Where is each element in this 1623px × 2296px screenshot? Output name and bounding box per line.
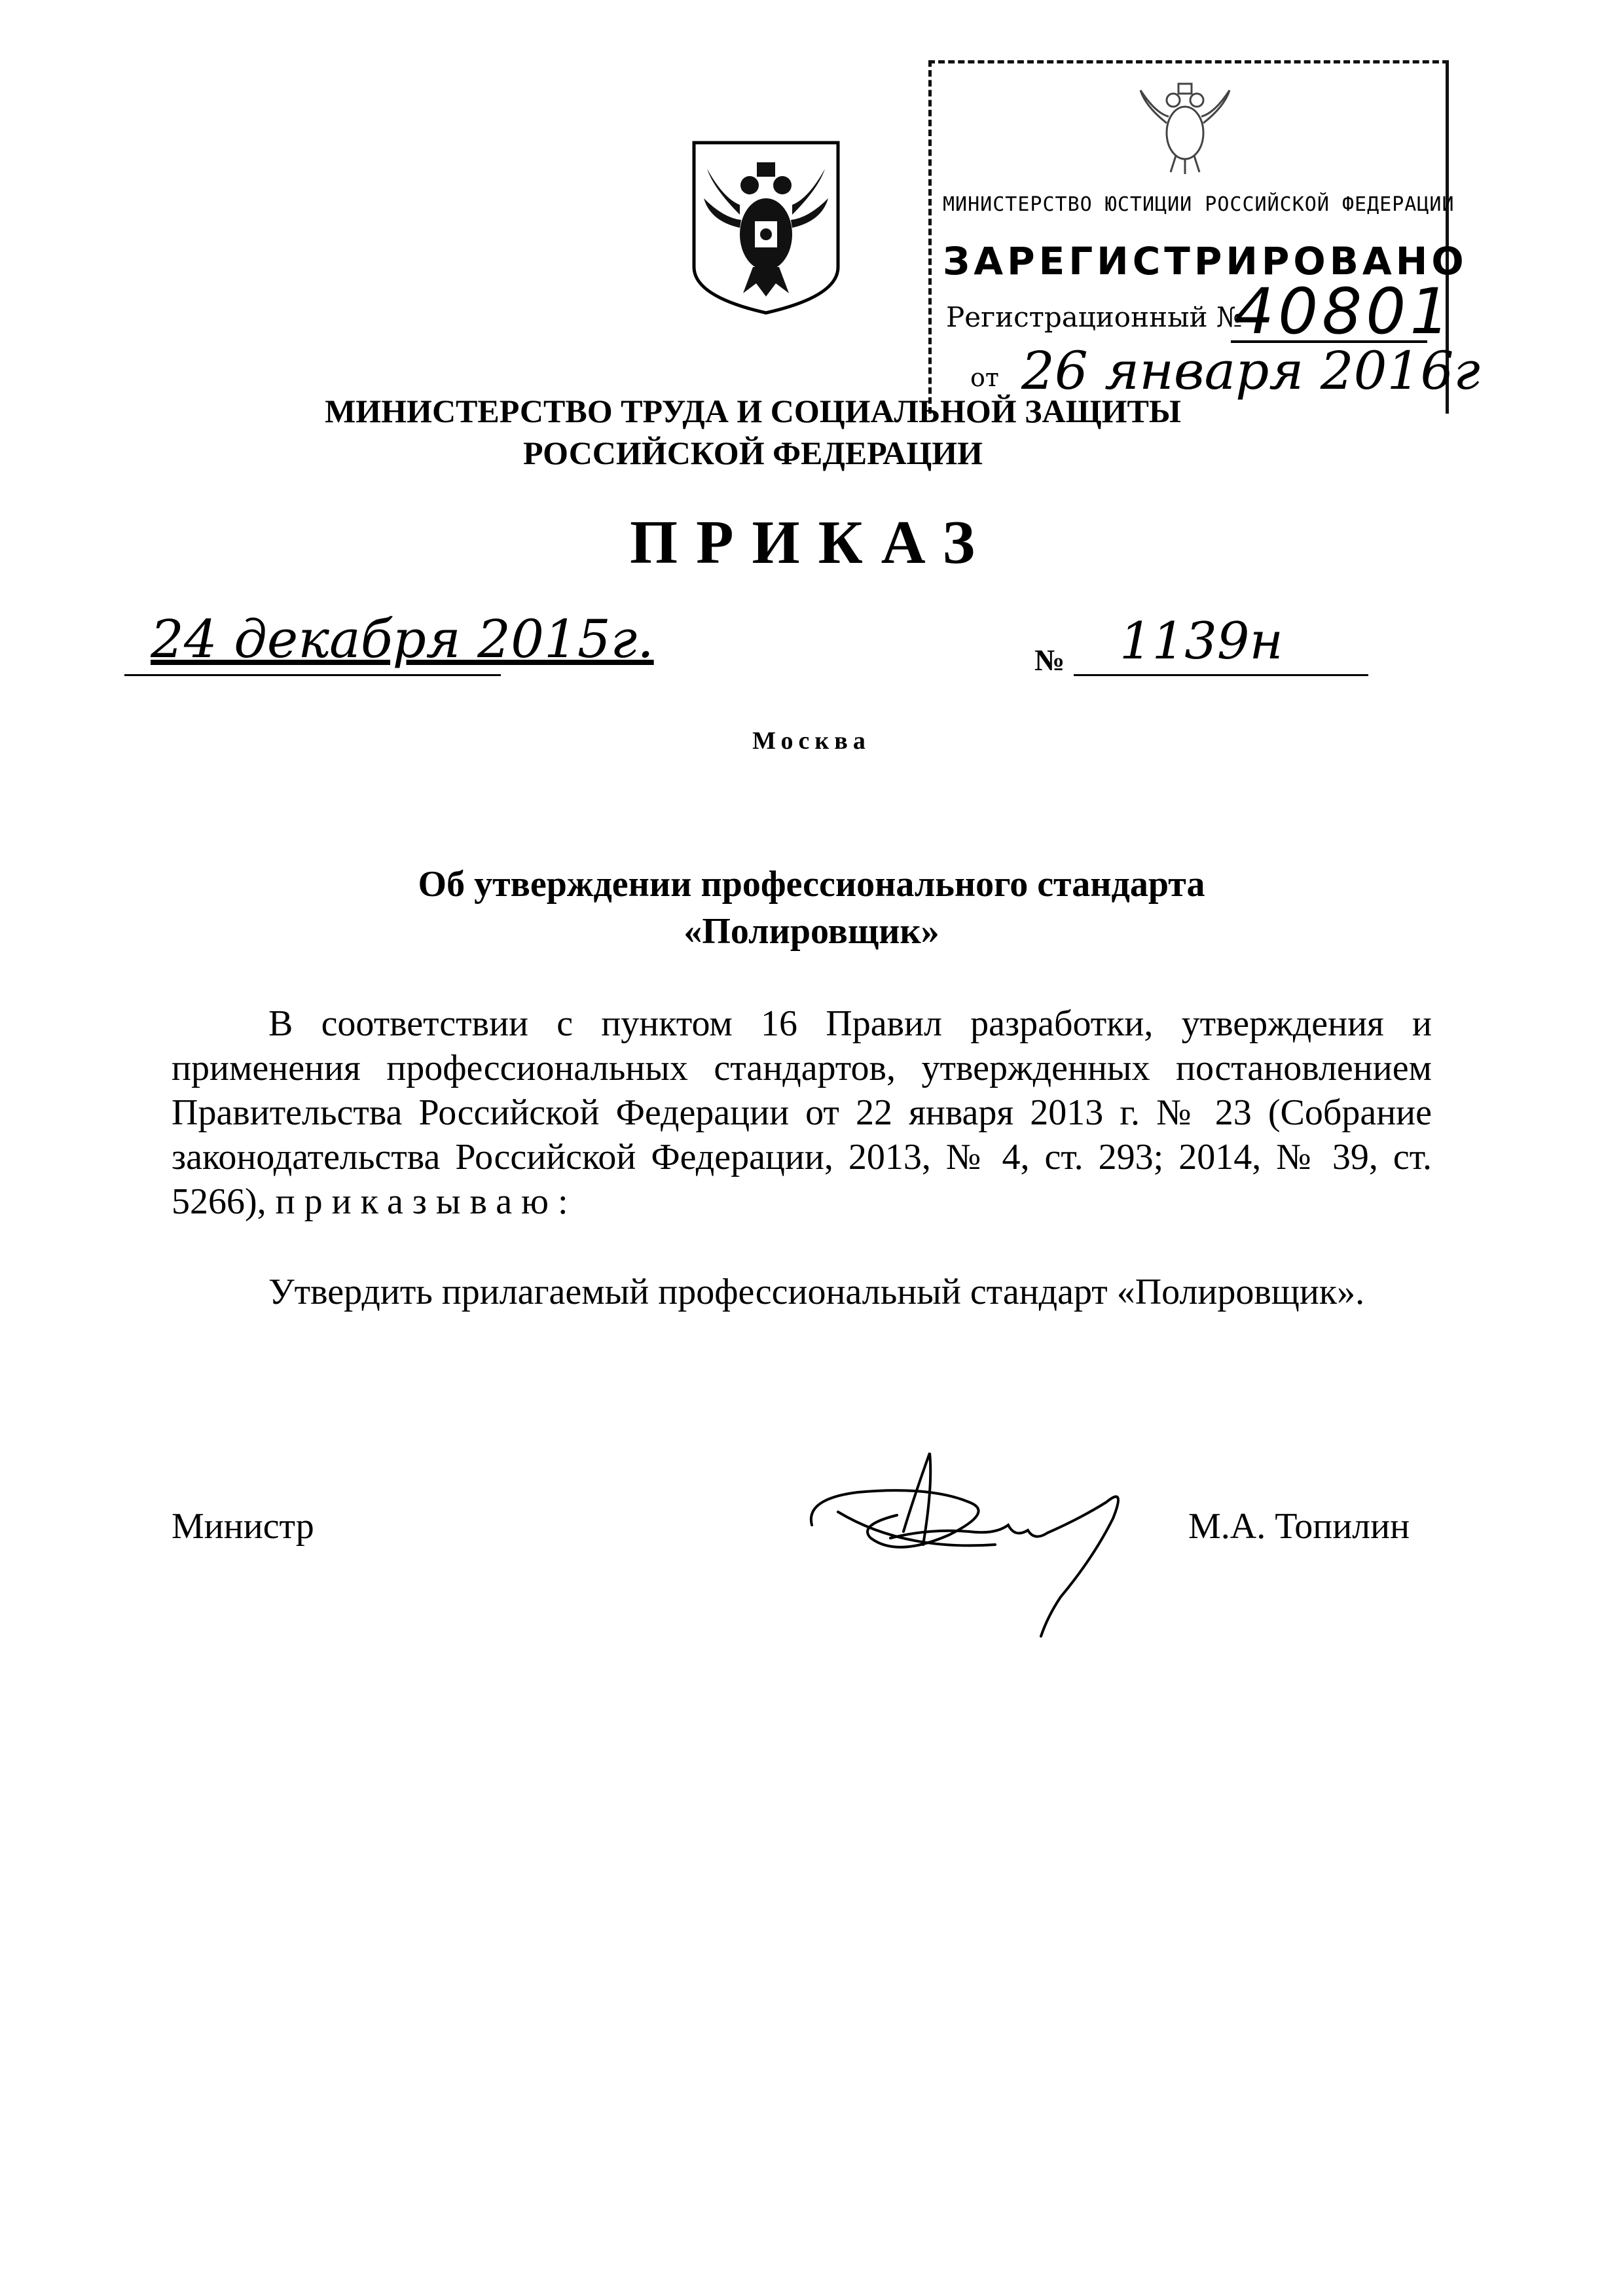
preamble-paragraph: [172, 1001, 1432, 1224]
subject-line-2: «Полировщик»: [684, 911, 939, 952]
order-subject: [196, 861, 1427, 955]
order-verb: приказываю:: [275, 1181, 577, 1222]
order-number: 1139н: [1120, 612, 1283, 671]
preamble-text: В соответствии с пунктом 16 Правил разработки, утверждения и применения профессиональных стандартов, утвержденных постановлением Правительства Российской Федерации от 22 января 2013 г. № 23 (Собрание законодательства Российской Федерации, 2013, № 4, ст. 293; 2014, № 39, ст. 5266),: [172, 1003, 1432, 1222]
approval-paragraph: Утвердить прилагаемый профессиональный стандарт «Полировщик».: [268, 1272, 1365, 1312]
stamp-date-value: 26 января 2016г: [1021, 340, 1480, 401]
handwritten-signature: [799, 1446, 1165, 1643]
stamp-date-label: от: [970, 363, 999, 392]
ministry-line-1: МИНИСТЕРСТВО ТРУДА И СОЦИАЛЬНОЙ ЗАЩИТЫ: [325, 393, 1181, 429]
date-underline: [124, 674, 501, 676]
signatory-title: Министр: [172, 1506, 314, 1547]
stamp-authority: МИНИСТЕРСТВО ЮСТИЦИИ РОССИЙСКОЙ ФЕДЕРАЦИИ: [943, 193, 1455, 216]
stamp-reg-label: Регистрационный №: [946, 301, 1243, 333]
stamp-coat-of-arms-icon: [1133, 77, 1237, 175]
number-underline: [1074, 674, 1368, 676]
ministry-name: [262, 390, 1244, 474]
subject-line-1: Об утверждении профессионального стандарта: [418, 864, 1205, 905]
stamp-reg-number: 40801: [1234, 275, 1454, 348]
signatory-name: М.А. Топилин: [1188, 1506, 1410, 1547]
order-date: 24 декабря 2015г.: [151, 609, 654, 670]
coat-of-arms-icon: [687, 136, 845, 319]
number-sign: №: [1034, 643, 1065, 677]
document-type: ПРИКАЗ: [630, 509, 993, 577]
city: Москва: [752, 727, 871, 755]
ministry-line-2: РОССИЙСКОЙ ФЕДЕРАЦИИ: [522, 435, 983, 471]
stamp-status: ЗАРЕГИСТРИРОВАНО: [943, 239, 1468, 283]
